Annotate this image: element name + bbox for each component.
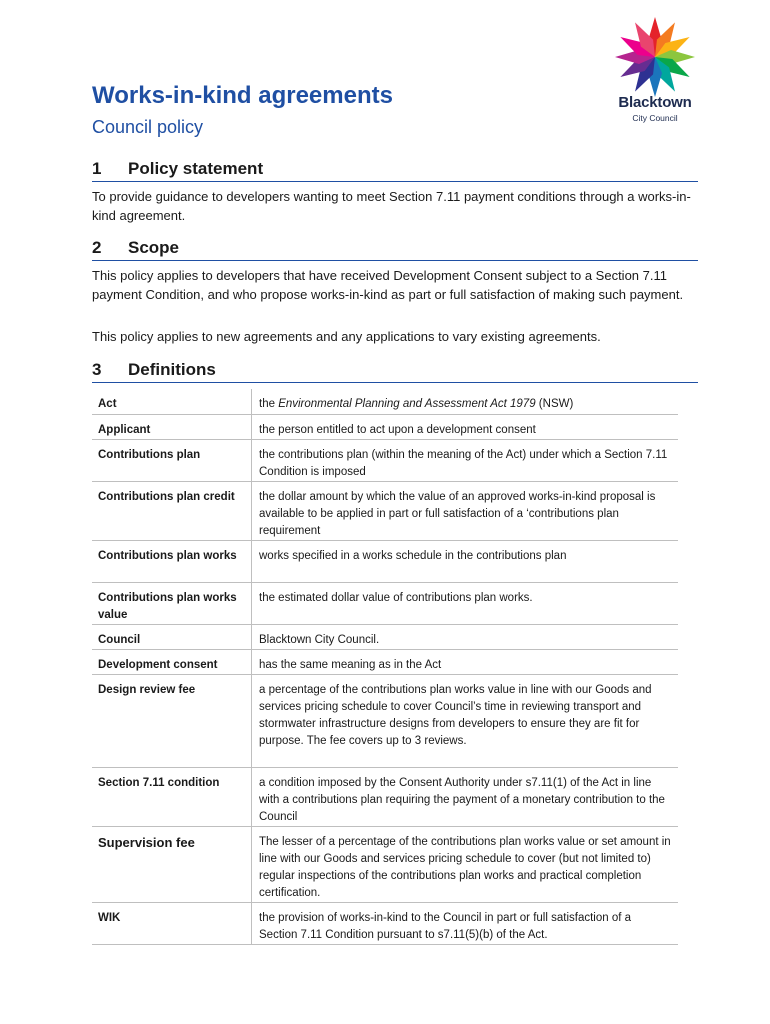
definition-term: Applicant bbox=[92, 414, 252, 439]
definition-text: the contributions plan (within the meaning of the Act) under which a Section 7.11 Condition is imposed bbox=[252, 439, 679, 481]
scope-paragraph-1: This policy applies to developers that have received Development Consent subject to a Section 7.11 payment Condition, and who propose works-in-kind as part or full satisfaction of making such payment. bbox=[92, 268, 684, 302]
definition-term: Contributions plan bbox=[92, 439, 252, 481]
table-row bbox=[92, 439, 678, 481]
table-row bbox=[92, 540, 678, 582]
definition-text: the dollar amount by which the value of an approved works-in-kind proposal is available to be applied in part or full satisfaction of a ‘contributions plan requirement bbox=[252, 481, 679, 540]
table-row bbox=[92, 826, 678, 902]
definition-term: Section 7.11 condition bbox=[92, 767, 252, 826]
definition-term: Contributions plan works value bbox=[92, 582, 252, 624]
definition-term: Act bbox=[92, 389, 252, 414]
definition-text: works specified in a works schedule in the contributions plan bbox=[252, 540, 679, 582]
section-number: 1 bbox=[92, 159, 102, 178]
section-heading-scope bbox=[92, 238, 698, 261]
blacktown-logo bbox=[600, 14, 710, 124]
table-row bbox=[92, 481, 678, 540]
section-title: Definitions bbox=[128, 360, 216, 379]
table-row bbox=[92, 414, 678, 439]
table-row bbox=[92, 674, 678, 767]
definition-term: Contributions plan credit bbox=[92, 481, 252, 540]
section-number: 2 bbox=[92, 238, 102, 257]
definition-text: the person entitled to act upon a development consent bbox=[252, 414, 679, 439]
star-logo-icon bbox=[612, 14, 698, 100]
definition-text: Blacktown City Council. bbox=[252, 624, 679, 649]
definition-term: Contributions plan works bbox=[92, 540, 252, 582]
scope-paragraph-2: This policy applies to new agreements and any applications to vary existing agreements. bbox=[92, 329, 601, 344]
section-heading-definitions bbox=[92, 360, 698, 383]
definition-term: Development consent bbox=[92, 649, 252, 674]
table-row bbox=[92, 582, 678, 624]
section-title: Scope bbox=[128, 238, 180, 257]
definition-text: The lesser of a percentage of the contributions plan works value or set amount in line with our Goods and services pricing schedule to cover (but not limited to) regular inspections of the contributions plan works and practical completion certification. bbox=[252, 826, 679, 902]
definition-term: WIK bbox=[92, 902, 252, 944]
definitions-table bbox=[92, 389, 678, 945]
page-title: Works-in-kind agreements bbox=[92, 82, 393, 109]
logo-name: Blacktown bbox=[618, 94, 692, 111]
definition-text: the estimated dollar value of contributions plan works. bbox=[252, 582, 679, 624]
table-row bbox=[92, 389, 678, 414]
table-row bbox=[92, 624, 678, 649]
definition-term: Supervision fee bbox=[92, 826, 252, 902]
logo-subtitle: City Council bbox=[632, 113, 678, 123]
policy-statement-text: To provide guidance to developers wanting to meet Section 7.11 payment conditions through a works-in-kind agreement. bbox=[92, 189, 691, 223]
page-subtitle: Council policy bbox=[92, 117, 204, 137]
section-heading-policy-statement bbox=[92, 159, 698, 182]
definition-text: has the same meaning as in the Act bbox=[252, 649, 679, 674]
definition-text: the Environmental Planning and Assessment Act 1979 (NSW) bbox=[252, 389, 679, 414]
section-number: 3 bbox=[92, 360, 102, 379]
table-row bbox=[92, 902, 678, 944]
definition-text: a condition imposed by the Consent Authority under s7.11(1) of the Act in line with a contributions plan requiring the payment of a monetary contribution to the Council bbox=[252, 767, 679, 826]
definition-term: Council bbox=[92, 624, 252, 649]
act-title: Environmental Planning and Assessment Act 1979 bbox=[278, 398, 536, 410]
definition-text: a percentage of the contributions plan works value in line with our Goods and services pricing schedule to cover Council’s time in reviewing transport and stormwater infrastructure designs from developers to ensure they are fit for purpose. The fee covers up to 3 reviews. bbox=[252, 674, 679, 767]
section-title: Policy statement bbox=[128, 159, 264, 178]
table-row bbox=[92, 649, 678, 674]
definition-text: the provision of works-in-kind to the Council in part or full satisfaction of a Section 7.11 Condition pursuant to s7.11(5)(b) of the Act. bbox=[252, 902, 679, 944]
table-row bbox=[92, 767, 678, 826]
definition-term: Design review fee bbox=[92, 674, 252, 767]
